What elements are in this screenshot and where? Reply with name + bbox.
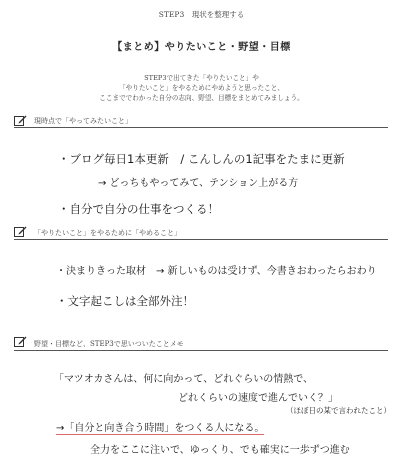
pencil-icon [14,335,27,348]
handwritten-note: 全力をここに注いで、ゆっくり、でも確実に一歩ずつ進む [90,445,350,456]
section-divider [14,350,388,351]
highlighted-note: →「自分と向き合う時間」をつくる人になる。 [56,419,264,435]
intro-line: ここまででわかった自分の志向、野望、目標をまとめてみましょう。 [99,94,304,102]
intro-line: STEP3で出てきた「やりたいこと」や [144,74,259,82]
handwritten-note: ・決まりきった取材 → 新しいものは受けず、今書きおわったらおわり [56,266,377,277]
section-label-want: 現時点で「やってみたいこと」 [34,117,132,125]
section-divider [14,127,388,128]
intro-line: 「やりたいこと」をやるためにやめようと思ったこと、 [119,84,284,92]
intro-text [0,73,403,103]
page-title: 【まとめ】やりたいこと・野望・目標 [112,42,291,53]
handwritten-note: ・自分で自分の仕事をつくる！ [58,202,219,216]
pencil-icon [14,114,27,127]
section-label-memo: 野望・目標など、STEP3で思いついたことメモ [34,340,184,348]
step-heading: STEP3 現状を整理する [158,10,245,19]
handwritten-note: ・文字起こしは全部外注！ [56,294,194,308]
section-label-stop: 「やりたいこと」をやるために「やめること」 [34,229,181,237]
handwritten-note: 「マツオカさんは、何に向かって、どれぐらいの情熱で、 [54,374,313,385]
section-divider [14,239,388,240]
handwritten-note: ・ブログ毎日1本更新 / こんしんの1記事をたまに更新 [58,152,345,166]
handwritten-note: どれくらいの速度で進んでいく？」 [178,393,338,404]
pencil-icon [14,225,27,238]
handwritten-note: → どっちもやってみて、テンション上がる方 [98,178,299,189]
handwritten-note: （ほぼ日の某で言われたこと） [286,406,391,415]
